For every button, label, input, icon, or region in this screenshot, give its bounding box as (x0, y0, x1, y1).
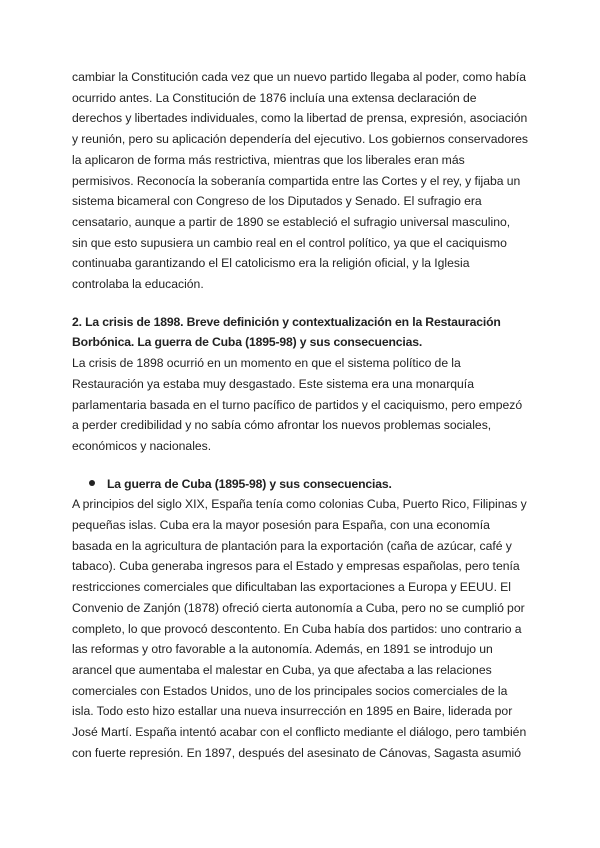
bullet-item-guerra-cuba (89, 474, 528, 495)
bullet-icon (89, 480, 95, 486)
paragraph-constitution-1876: cambiar la Constitución cada vez que un nuevo partido llegaba al poder, como había ocurrido antes. La Constitución de 1876 incluía una extensa declaración de derechos y libertades individuales, como la libertad de prensa, expresión, asociación y reunión, pero su aplicación dependería del ejecutivo. Los gobiernos conservadores la aplicaron de forma más restrictiva, mientras que los liberales eran más permisivos. Reconocía la soberanía compartida entre las Cortes y el rey, y fijaba un sistema bicameral con Congreso de los Diputados y Senado. El sufragio era censatario, aunque a partir de 1890 se estableció el sufragio universal masculino, sin que esto supusiera un cambio real en el control político, ya que el caciquismo continuaba garantizando el El catolicismo era la religión oficial, y la Iglesia controlaba la educación. (72, 70, 529, 292)
bullet-heading: La guerra de Cuba (1895-98) y sus consecuencias. (107, 476, 392, 491)
paragraph-guerra-cuba: A principios del siglo XIX, España tenía como colonias Cuba, Puerto Rico, Filipinas y pequeñas islas. Cuba era la mayor posesión para España, con una economía basada en la agricultura de plantación para la exportación (caña de azúcar, café y tabaco). Cuba generaba ingresos para el Estado y empresas españolas, pero tenía restricciones comerciales que dificultaban las exportaciones a Europa y EEUU. El Convenio de Zanjón (1878) ofreció cierta autonomía a Cuba, pero no se cumplió por completo, lo que provocó descontento. En Cuba había dos partidos: uno contrario a las reformas y otro favorable a la autonomía. Además, en 1891 se introdujo un arancel que aumentaba el malestar en Cuba, ya que afectaba a las relaciones comerciales con Estados Unidos, uno de los principales socios comerciales de la isla. Todo esto hizo estallar una nueva insurrección en 1895 en Baire, liderada por José Martí. España intentó acabar con el conflicto mediante el diálogo, pero también con fuerte represión. En 1897, después del asesinato de Cánovas, Sagasta asumió (72, 497, 527, 760)
paragraph-crisis-1898: La crisis de 1898 ocurrió en un momento en que el sistema político de la Restauración ya estaba muy desgastado. Este sistema era una monarquía parlamentaria basada en el turno pacífico de partidos y el caciquismo, pero empezó a perder credibilidad y no sabía cómo afrontar los nuevos problemas sociales, económicos y nacionales. (72, 356, 523, 453)
section-heading-crisis-1898: 2. La crisis de 1898. Breve definición y contextualización en la Restauración Borbónica. La guerra de Cuba (1895-98) y sus consecuencias. (72, 314, 501, 350)
